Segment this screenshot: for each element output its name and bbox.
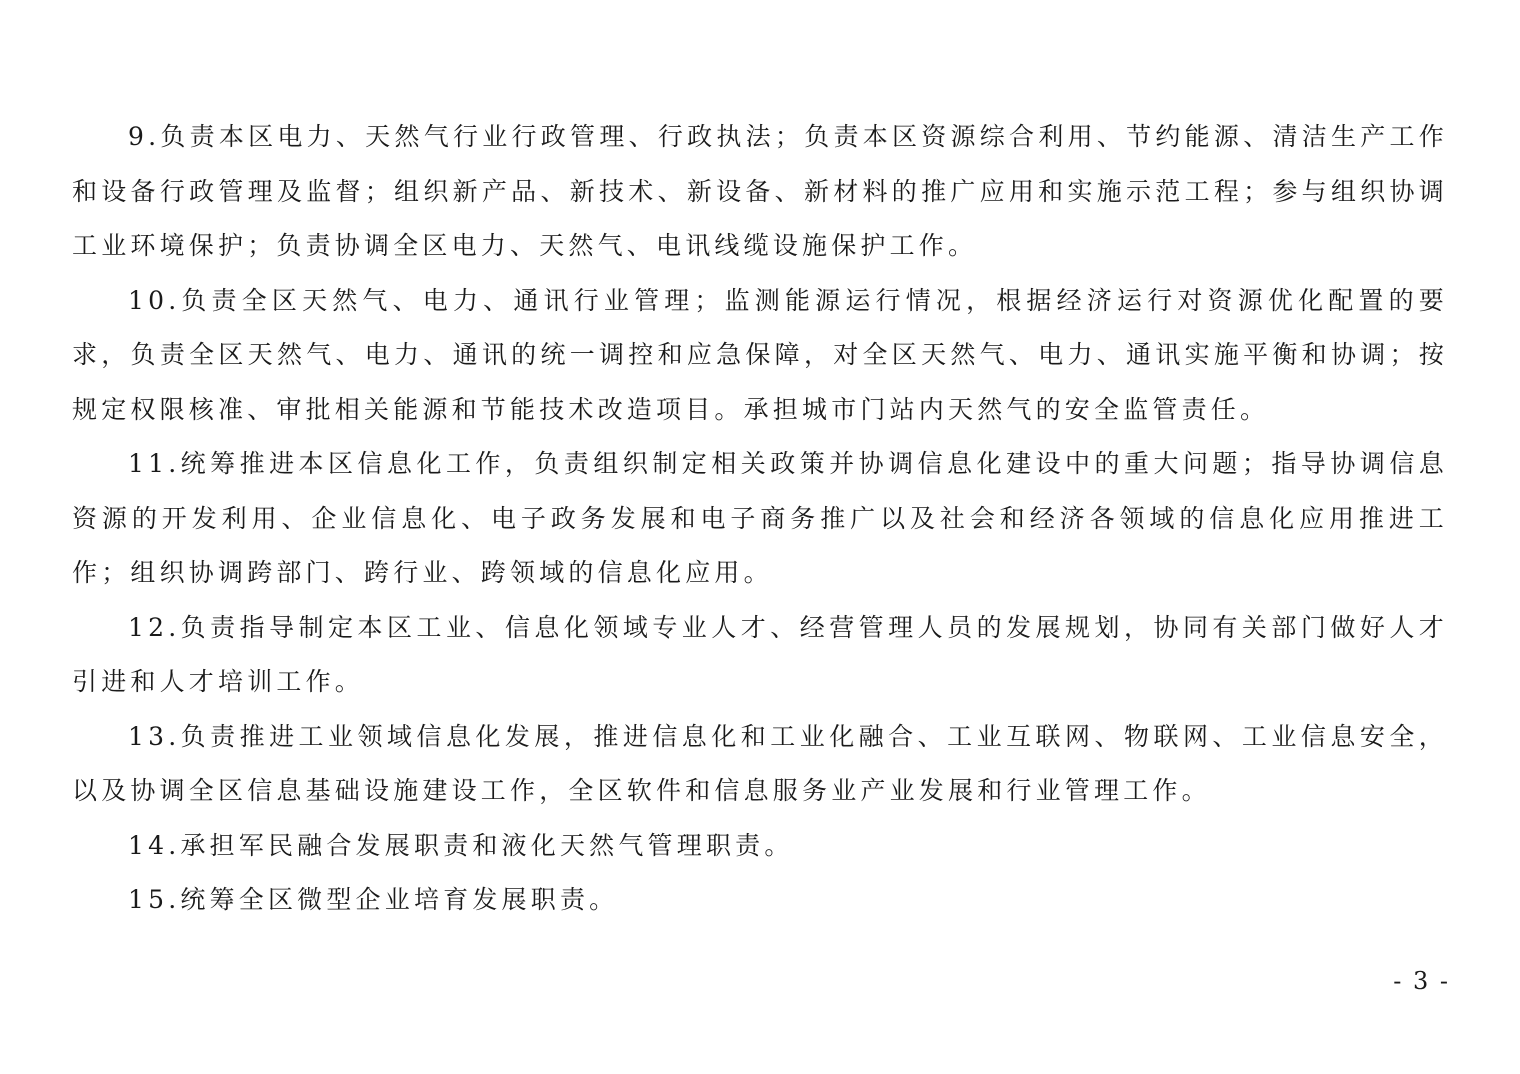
paragraph-item-11: 11.统筹推进本区信息化工作，负责组织制定相关政策并协调信息化建设中的重大问题；指导协调信息资源的开发利用、企业信息化、电子政务发展和电子商务推广以及社会和经济各领域的信息化应用推进工作；组织协调跨部门、跨行业、跨领域的信息化应用。: [72, 449, 1448, 587]
paragraph-item-10: 10.负责全区天然气、电力、通讯行业管理；监测能源运行情况，根据经济运行对资源优化配置的要求，负责全区天然气、电力、通讯的统一调控和应急保障，对全区天然气、电力、通讯实施平衡和协调；按规定权限核准、审批相关能源和节能技术改造项目。承担城市门站内天然气的安全监管责任。: [72, 285, 1448, 424]
document-body: [72, 110, 1448, 928]
paragraph-item-12: 12.负责指导制定本区工业、信息化领域专业人才、经营管理人员的发展规划，协同有关部门做好人才引进和人才培训工作。: [72, 612, 1448, 696]
page-number: - 3 -: [1393, 967, 1450, 995]
paragraph-item-15: 15.统筹全区微型企业培育发展职责。: [128, 885, 619, 914]
paragraph-item-13: 13.负责推进工业领域信息化发展，推进信息化和工业化融合、工业互联网、物联网、工业信息安全，以及协调全区信息基础设施建设工作，全区软件和信息服务业产业发展和行业管理工作。: [72, 721, 1448, 805]
paragraph-item-14: 14.承担军民融合发展职责和液化天然气管理职责。: [128, 830, 794, 860]
paragraph-item-9: 9.负责本区电力、天然气行业行政管理、行政执法；负责本区资源综合利用、节约能源、清洁生产工作和设备行政管理及监督；组织新产品、新技术、新设备、新材料的推广应用和实施示范工程；参与组织协调工业环境保护；负责协调全区电力、天然气、电讯线缆设施保护工作。: [72, 122, 1448, 260]
